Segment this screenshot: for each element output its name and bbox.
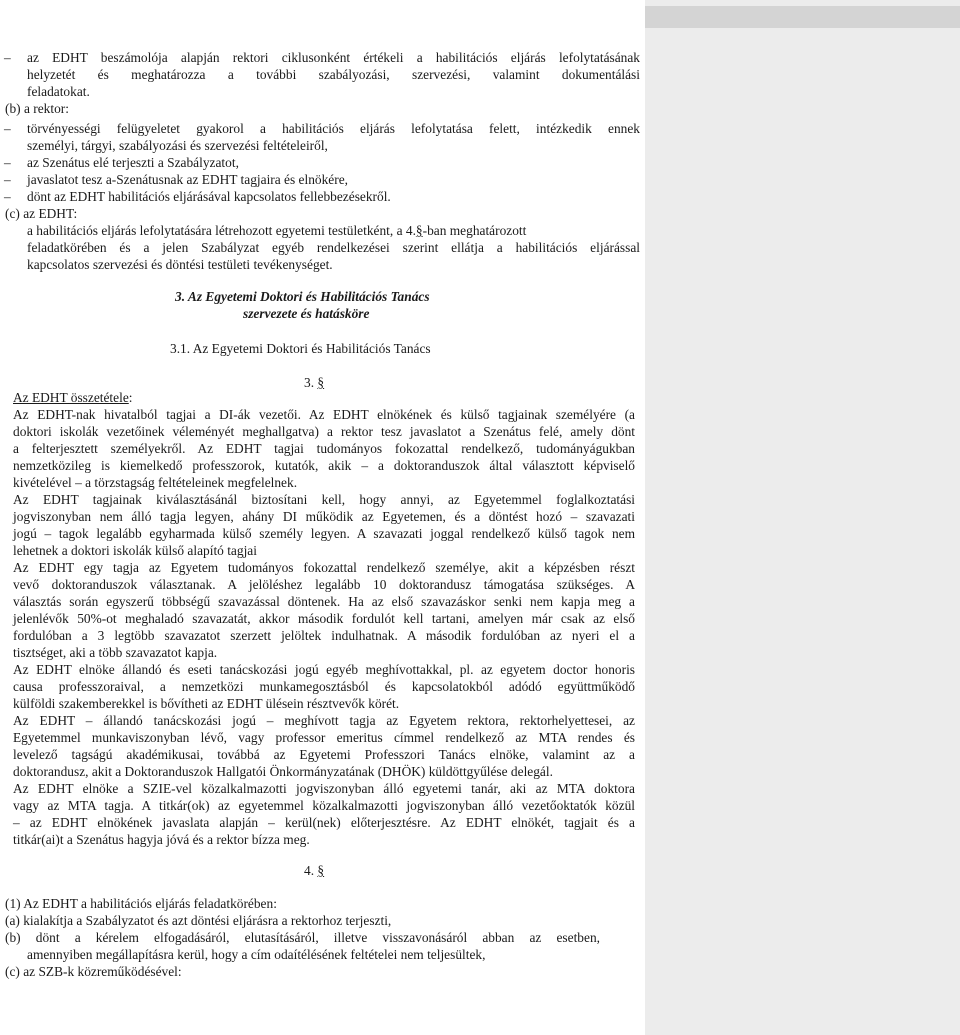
edht-composition-line: Az EDHT-nak hivatalból tagjai a DI-ák vezetői. Az EDHT elnökének és külső tagjainak személyére (a bbox=[13, 407, 635, 422]
list-item-b-cont: amennyiben megállapításra kerül, hogy a cím odaítélésének feltételei nem teljesültek, bbox=[27, 947, 486, 962]
list-item-b: (b) dönt a kérelem elfogadásáról, elutasításáról, illetve visszavonásáról abban az esetben, bbox=[5, 930, 600, 945]
text-run: -ban meghatározott bbox=[422, 223, 527, 238]
list-dash: – bbox=[4, 121, 11, 136]
edht-composition-line: kivételével – a törzstagság feltételeinek megfelelnek. bbox=[13, 475, 298, 490]
edht-composition-line: vevő doktoranduszok választanak. A jelöléshez legalább 10 doktorandusz támogatása szükséges. A bbox=[13, 577, 635, 592]
edht-composition-line: titkár(ai)t a Szenátus hagyja jóvá és a rektor bízza meg. bbox=[13, 832, 310, 847]
section-heading-line2: szervezete és hatásköre bbox=[243, 306, 370, 321]
text-line: feladatokat. bbox=[27, 84, 90, 99]
text-line bbox=[27, 222, 526, 239]
section-number bbox=[304, 374, 324, 391]
list-dash: – bbox=[4, 189, 11, 204]
comment-highlight bbox=[645, 6, 960, 28]
heading-text: 3. Az Egyetemi Doktori és Habilitációs Tanács bbox=[175, 289, 430, 304]
edht-composition-line: – az EDHT elnökének javaslata alapján – kerül(nek) előterjesztésre. Az EDHT elnökét, tagjait és a bbox=[13, 815, 635, 830]
text-line: javaslatot tesz a-Szenátusnak az EDHT tagjaira és elnökére, bbox=[27, 172, 348, 187]
list-item-1: (1) Az EDHT a habilitációs eljárás feladatkörében: bbox=[5, 896, 277, 911]
text-line: személyi, tárgyi, szabályozási és szervezési feltételeiről, bbox=[27, 138, 328, 153]
edht-composition-line: a felterjesztett személyekről. Az EDHT tagjai tudományos fokozattal rendelkező, tudományágukban bbox=[13, 441, 635, 456]
edht-composition-line: jelenlévők 50%-ot meghaladó szavazatát, akkor második fordulót kell tartani, amelyen már csak az első bbox=[13, 611, 635, 626]
list-label-c: (c) az EDHT: bbox=[5, 206, 78, 221]
edht-composition-line: külföldi szakemberekkel is bővítheti az EDHT ülésein résztvevők körét. bbox=[13, 696, 400, 711]
section-link[interactable]: § bbox=[415, 223, 423, 238]
text-line: feladatkörében és a jelen Szabályzat egyéb rendelkezései szerint ellátja a habilitációs eljárással bbox=[27, 240, 640, 255]
edht-composition-line: Az EDHT elnöke a SZIE-vel közalkalmazotti jogviszonyban álló egyetemi tanár, aki az MTA doktora bbox=[13, 781, 635, 796]
list-dash: – bbox=[4, 50, 11, 65]
text-line: az Szenátus elé terjeszti a Szabályzatot, bbox=[27, 155, 239, 170]
section-heading bbox=[175, 288, 430, 305]
edht-composition-line: Az EDHT tagjainak kiválasztásánál biztosítani kell, hogy annyi, az Egyetemmel foglalkoztatási bbox=[13, 492, 635, 507]
list-dash: – bbox=[4, 155, 11, 170]
edht-composition-line: Az EDHT egy tagja az Egyetem tudományos fokozattal rendelkező személye, akit a képzésben részt bbox=[13, 560, 635, 575]
edht-composition-line: Egyetemmel munkaviszonyban lévő, vagy professor emeritus címmel rendelkező az MTA rendes és bbox=[13, 730, 635, 745]
label-text: Az EDHT összetétele bbox=[13, 390, 129, 405]
edht-composition-line: választás során egyszerű többségű szavazással döntenek. Ha az első szavazáskor senki nem kapja meg a bbox=[13, 594, 635, 609]
edht-composition-line: nemzetközileg is kiemelkedő professzorok, kutatók, akik – a doktoranduszok által választott képviselő bbox=[13, 458, 635, 473]
subsection-title: 3.1. Az Egyetemi Doktori és Habilitációs Tanács bbox=[170, 341, 431, 356]
edht-composition-line: jogviszonyban nem álló tagja legyen, ahány DI működik az Egyetemen, és a döntést hozó – szavazati bbox=[13, 509, 635, 524]
edht-composition-label bbox=[13, 389, 133, 406]
edht-composition-line: fordulóban a 3 legtöbb szavazatot szerzett jelöltek indulhatnak. A második fordulóban az nyeri el a bbox=[13, 628, 635, 643]
edht-composition-line: doktori iskolák vezetőinek véleményét meghallgatva) a rektor tesz javaslatot a Szenátus felé, amely dönt bbox=[13, 424, 635, 439]
list-dash: – bbox=[4, 172, 11, 187]
edht-composition-line: lehetnek a doktori iskolák külső alapító tagjai bbox=[13, 543, 257, 558]
edht-composition-line: levelező tagságú akadémikusai, továbbá az Egyetemi Professzori Tanács elnöke, valamint az a bbox=[13, 747, 635, 762]
edht-composition-line: tisztséget, aki a több szavazatot kapja. bbox=[13, 645, 218, 660]
list-label-b: (b) a rektor: bbox=[5, 101, 69, 116]
list-item-c: (c) az SZB-k közreműködésével: bbox=[5, 964, 182, 979]
text-run: a habilitációs eljárás lefolytatására létrehozott egyetemi testületként, a 4. bbox=[27, 223, 416, 238]
section-sign: § bbox=[317, 863, 325, 878]
list-item-a: (a) kialakítja a Szabályzatot és azt döntési eljárásra a rektorhoz terjeszti, bbox=[5, 913, 392, 928]
edht-composition-line: jogú – tagok legalább egyharmada külső személy legyen. A szavazati joggal rendelkező külső tagok nem bbox=[13, 526, 635, 541]
section-number-text: 4. bbox=[304, 863, 315, 878]
label-colon: : bbox=[128, 390, 133, 405]
text-line: kapcsolatos szervezési és döntési testületi tevékenységet. bbox=[27, 257, 333, 272]
edht-composition-line: Az EDHT elnöke állandó és eseti tanácskozási jogú egyéb meghívottakkal, pl. az egyetem doctor honoris bbox=[13, 662, 635, 677]
comment-margin bbox=[645, 0, 960, 1035]
edht-composition-line: vagy az MTA tagja. A titkár(ok) az egyetemmel közalkalmazotti jogviszonyban álló vezetőoktatók közül bbox=[13, 798, 635, 813]
edht-composition-line: causa professzoraival, a nemzetközi munkamegosztásból és kapcsolatokból adódó együttműködő bbox=[13, 679, 635, 694]
edht-composition-line: Az EDHT – állandó tanácskozási jogú – meghívott tagja az Egyetem rektora, rektorhelyettesei, az bbox=[13, 713, 635, 728]
text-line: törvényességi felügyeletet gyakorol a habilitációs eljárás lefolytatása felett, intézkedik ennek bbox=[27, 121, 640, 136]
section-number bbox=[304, 862, 324, 879]
section-sign: § bbox=[317, 375, 325, 390]
section-number-text: 3. bbox=[304, 375, 315, 390]
text-line: helyzetét és meghatározza a további szabályozási, szervezési, valamint dokumentálási bbox=[27, 67, 640, 82]
text-line: az EDHT beszámolója alapján rektori ciklusonként értékeli a habilitációs eljárás lefolytatásának bbox=[27, 50, 640, 65]
edht-composition-line: doktorandusz, akit a Doktoranduszok Hallgatói Önkormányzatának (DHÖK) küldöttgyűlése delegál. bbox=[13, 764, 553, 779]
text-line: dönt az EDHT habilitációs eljárásával kapcsolatos fellebbezésekről. bbox=[27, 189, 391, 204]
